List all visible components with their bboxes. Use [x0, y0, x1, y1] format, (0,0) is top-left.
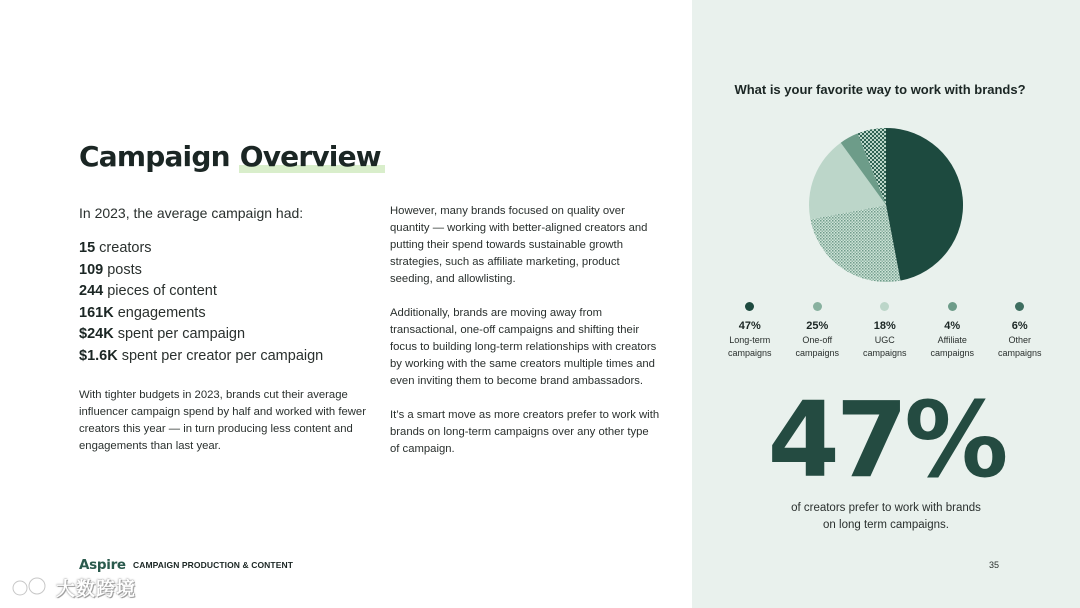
stat-item: [79, 303, 323, 325]
intro-text: In 2023, the average campaign had:: [79, 205, 304, 221]
middle-paragraph: Additionally, brands are moving away from transactional, one-off campaigns and shifting their focus to building long-term relationships with creators by working with the same creators multiple times and even inviting them to become brand ambassadors.: [390, 307, 657, 387]
big-stat-caption-line1: of creators prefer to work with brands: [791, 502, 981, 514]
stat-value: 161K: [79, 304, 114, 321]
watermark-text: 大数跨境: [56, 579, 137, 600]
stat-value: 244: [79, 283, 104, 299]
stat-label: creators: [99, 240, 152, 256]
legend-label-line1: Other: [1008, 335, 1031, 345]
legend-item: [784, 302, 852, 360]
legend-dot: [813, 302, 822, 311]
brand-logo: Aspire: [79, 557, 126, 573]
title-part1: Campaign: [79, 140, 230, 173]
legend-label-line1: One-off: [802, 335, 833, 345]
legend-percent: 18%: [873, 320, 896, 332]
pie-chart: [808, 127, 964, 283]
stat-value: $1.6K: [79, 347, 118, 364]
big-stat: 47%: [767, 379, 1005, 501]
stat-label: engagements: [117, 304, 206, 321]
legend-dot: [880, 302, 889, 311]
stat-value: 109: [79, 261, 104, 278]
stat-label: posts: [107, 261, 142, 278]
stat-label: pieces of content: [107, 283, 217, 299]
legend-label-line2: campaigns: [862, 348, 907, 358]
legend-label-line1: UGC: [874, 335, 895, 345]
legend-percent: 4%: [944, 320, 961, 332]
legend-label-line2: campaigns: [727, 348, 772, 358]
section-name: CAMPAIGN PRODUCTION & CONTENT: [133, 560, 293, 570]
legend-percent: 6%: [1011, 320, 1028, 332]
stat-item: [79, 281, 323, 303]
middle-paragraph: It’s a smart move as more creators prefer to work with brands on long-term campaigns over any other type of campaign.: [390, 409, 660, 455]
legend-label-line1: Long-term: [729, 335, 771, 345]
chart-legend: [716, 302, 1068, 360]
watermark: [10, 574, 136, 601]
stat-label: spent per campaign: [117, 326, 246, 342]
legend-item: [986, 302, 1054, 360]
legend-percent: 25%: [806, 320, 829, 332]
legend-item: [851, 302, 919, 360]
stat-item: [79, 324, 323, 346]
legend-label-line2: campaigns: [997, 348, 1042, 358]
stat-item: [79, 346, 323, 368]
stats-list: [79, 238, 323, 367]
legend-label-line1: Affiliate: [937, 335, 967, 345]
stat-label: spent per creator per campaign: [121, 347, 324, 364]
stat-value: 15: [79, 240, 96, 256]
legend-percent: 47%: [738, 320, 761, 332]
legend-item: [716, 302, 784, 360]
middle-paragraph: However, many brands focused on quality over quantity — working with better-aligned creators and putting their spend towards sustainable growth strategies, such as affiliate marketing, product seeding, and allowlisting.: [390, 205, 648, 285]
legend-dot: [1015, 302, 1024, 311]
legend-dot: [948, 302, 957, 311]
page-title: [79, 140, 385, 173]
page-number: 35: [989, 560, 1000, 570]
watermark-logo-icon: [10, 575, 50, 601]
pie-slice-long-term-campaigns: [886, 128, 963, 281]
middle-column: [390, 203, 660, 475]
stat-item: [79, 260, 323, 282]
chart-title: What is your favorite way to work with brands?: [734, 82, 1026, 97]
left-paragraph: With tighter budgets in 2023, brands cut their average influencer campaign spend by half and worked with fewer creators this year — in turn producing less content and engagements than last year.: [79, 389, 366, 452]
big-stat-caption: [770, 500, 1002, 534]
stat-item: [79, 238, 323, 260]
legend-item: [919, 302, 987, 360]
big-stat-caption-line2: on long term campaigns.: [823, 519, 949, 531]
title-part2-highlighted: Overview: [239, 140, 385, 173]
legend-label-line2: campaigns: [795, 348, 840, 358]
legend-label-line2: campaigns: [930, 348, 975, 358]
legend-dot: [745, 302, 754, 311]
stat-value: $24K: [79, 326, 114, 342]
